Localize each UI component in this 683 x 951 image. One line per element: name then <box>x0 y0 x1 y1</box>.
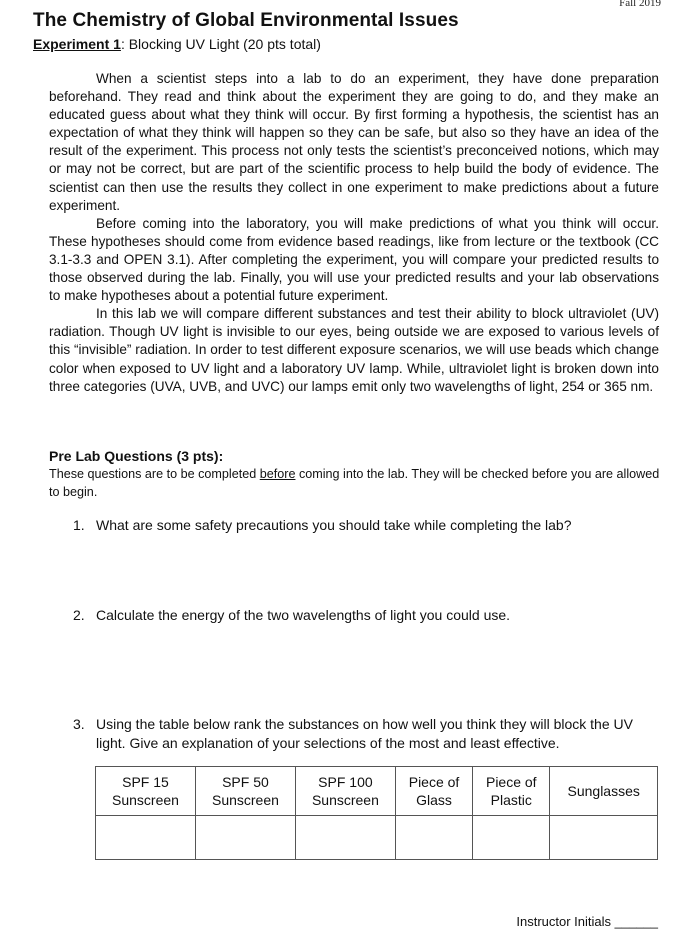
page-title: The Chemistry of Global Environmental Issues <box>33 10 459 31</box>
rank-cell-spf50[interactable] <box>195 816 295 860</box>
question-text: Using the table below rank the substances on how well you think they will block the UV light. Give an explanation of your selections of the most and least effective. <box>96 716 633 751</box>
column-header-sunglasses: Sunglasses <box>550 767 658 816</box>
instructor-initials: Instructor Initials ______ <box>516 914 658 929</box>
rank-cell-sunglasses[interactable] <box>550 816 658 860</box>
experiment-label: Experiment 1 <box>33 36 121 52</box>
intro-paragraph-1: When a scientist steps into a lab to do an experiment, they have done preparation beforehand. They read and think about the experiment they are going to do, and they make an educated guess about what they think will occur. By first forming a hypothesis, the scientist has an expectation of what they think will happen so they can be safe, but also so they have an idea of the result of the experiment. This process not only tests the scientist’s preconceived notions, which may or may not be correct, but are part of the scientific process to help build the body of evidence. The scientist can then use the results they collect in one experiment to make predictions about a future experiment. <box>49 71 659 213</box>
experiment-title: : Blocking UV Light (20 pts total) <box>120 36 321 52</box>
question-number: 3. <box>73 716 85 732</box>
rank-cell-glass[interactable] <box>395 816 472 860</box>
question-2 <box>73 606 663 625</box>
prelab-note <box>49 466 661 501</box>
rank-cell-spf15[interactable] <box>96 816 196 860</box>
question-number: 1. <box>73 517 85 533</box>
question-number: 2. <box>73 607 85 623</box>
question-text: Calculate the energy of the two wavelengths of light you could use. <box>96 607 511 623</box>
prelab-note-emphasis: before <box>259 467 296 481</box>
table-header-row <box>96 767 658 816</box>
rank-cell-spf100[interactable] <box>295 816 395 860</box>
prelab-note-end: coming into the lab. They will be checked before you are allowed to begin. <box>49 467 660 499</box>
ranking-table <box>95 766 658 860</box>
column-header-glass: Piece of Glass <box>395 767 472 816</box>
rank-cell-plastic[interactable] <box>473 816 550 860</box>
introduction <box>49 70 659 396</box>
experiment-subtitle <box>33 36 321 52</box>
prelab-note-start: These questions are to be completed <box>49 467 260 481</box>
column-header-plastic: Piece of Plastic <box>473 767 550 816</box>
intro-paragraph-3: In this lab we will compare different substances and test their ability to block ultraviolet (UV) radiation. Though UV light is invisible to our eyes, being outside we are exposed to various levels of this “invisible” radiation. In order to test different exposure scenarios, we will use beads which change color when exposed to UV light and a laboratory UV lamp. While, ultraviolet light is broken down into three categories (UVA, UVB, and UVC) our lamps emit only two wavelengths of light, 254 or 365 nm. <box>49 306 659 394</box>
prelab-heading: Pre Lab Questions (3 pts): <box>49 448 224 464</box>
semester-label: Fall 2019 <box>619 0 661 9</box>
column-header-spf100: SPF 100 Sunscreen <box>295 767 395 816</box>
question-text: What are some safety precautions you should take while completing the lab? <box>96 517 572 533</box>
table-row <box>96 816 658 860</box>
intro-paragraph-2: Before coming into the laboratory, you will make predictions of what you think will occur. These hypotheses should come from evidence based readings, like from lecture or the textbook (CC 3.1-3.3 and OPEN 3.1). After completing the experiment, you will compare your predicted results to those observed during the lab. Finally, you will use your predicted results and your lab observations to make hypotheses about a potential future experiment. <box>49 215 659 304</box>
question-3 <box>73 715 663 753</box>
column-header-spf50: SPF 50 Sunscreen <box>195 767 295 816</box>
column-header-spf15: SPF 15 Sunscreen <box>96 767 196 816</box>
question-1 <box>73 516 663 535</box>
